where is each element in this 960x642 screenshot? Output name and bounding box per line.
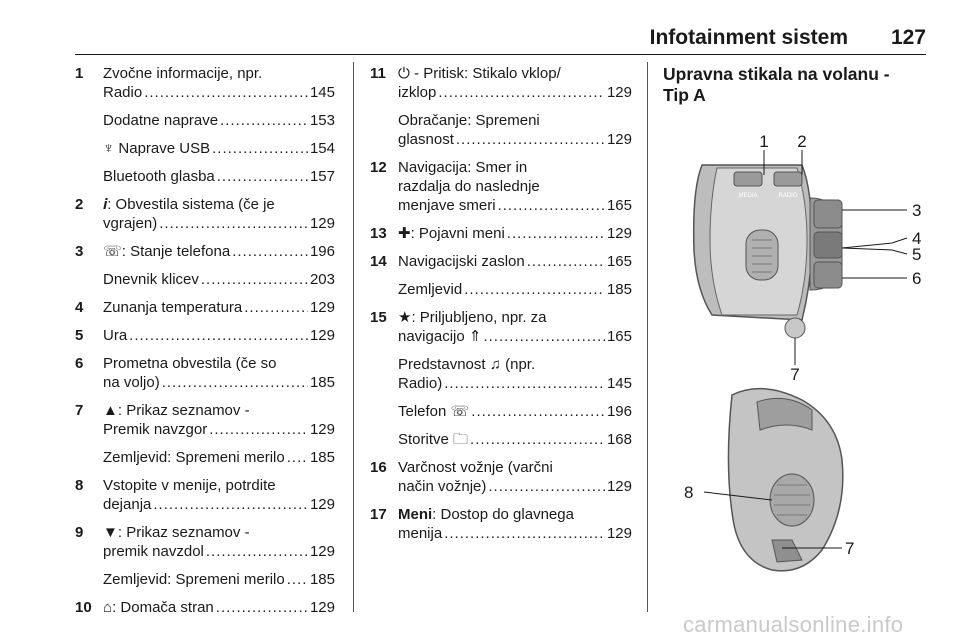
page-title: Infotainment sistem <box>649 26 848 49</box>
legend-text: vgrajen) <box>103 215 158 232</box>
legend-entry <box>75 354 335 392</box>
legend-text: : Dostop do glavnega <box>432 506 574 523</box>
column-divider-1 <box>353 62 354 612</box>
legend-text: navigacijo ⇑ <box>398 328 482 345</box>
page-reference: 129 <box>309 496 335 513</box>
page-reference: 185 <box>606 281 632 298</box>
page-reference: 203 <box>309 271 335 288</box>
legend-text: na voljo) <box>103 374 160 391</box>
legend-number: 4 <box>75 299 84 316</box>
control-unit-lower <box>728 389 842 571</box>
legend-line <box>398 158 632 177</box>
legend-line <box>398 374 632 393</box>
legend-text: Zemljevid: Spremeni merilo <box>103 449 285 466</box>
legend-line <box>103 523 335 542</box>
leader-dots <box>217 167 308 186</box>
legend-text: dejanja <box>103 496 152 513</box>
legend-entry <box>75 401 335 439</box>
legend-entry <box>75 476 335 514</box>
legend-entry <box>75 167 335 186</box>
legend-line <box>398 327 632 346</box>
legend-entry <box>370 355 632 393</box>
legend-number: 3 <box>75 243 84 260</box>
legend-number: 2 <box>75 196 84 213</box>
legend-entry <box>75 326 335 345</box>
leader-dots <box>153 495 308 514</box>
leader-dots <box>471 402 605 421</box>
callout-1: 1 <box>759 132 769 151</box>
page-reference: 185 <box>309 374 335 391</box>
legend-text: Ura <box>103 327 128 344</box>
legend-text: : Obvestila sistema (če je <box>107 196 275 213</box>
vol-down-button <box>814 262 842 288</box>
page-reference: 129 <box>309 327 335 344</box>
legend-line <box>103 476 335 495</box>
legend-symbol-icon: ★ <box>398 309 412 326</box>
leader-dots <box>144 83 308 102</box>
legend-line <box>103 542 335 561</box>
legend-text: Radio) <box>398 375 443 392</box>
legend-text: razdalja do naslednje <box>398 178 540 195</box>
lower-thumb-button <box>785 318 805 338</box>
legend-text: Dnevnik klicev <box>103 271 199 288</box>
legend-line <box>398 252 632 271</box>
page-reference: 129 <box>309 215 335 232</box>
legend-text: glasnost <box>398 131 454 148</box>
legend-line <box>398 505 632 524</box>
legend-symbol-icon: ♆ <box>103 140 115 157</box>
legend-entry <box>75 64 335 102</box>
legend-entry <box>75 570 335 589</box>
column-divider-2 <box>647 62 648 612</box>
legend-number: 12 <box>370 159 387 176</box>
legend-line <box>103 64 335 83</box>
legend-line <box>103 326 335 345</box>
legend-text: Varčnost vožnje (varčni <box>398 459 553 476</box>
page-reference: 185 <box>309 571 335 588</box>
steering-controls-figure <box>662 130 926 580</box>
legend-line <box>103 214 335 233</box>
legend-entry <box>75 598 335 617</box>
page-reference: 154 <box>309 140 335 157</box>
legend-text: Obračanje: Spremeni <box>398 112 540 129</box>
page-reference: 165 <box>606 253 632 270</box>
legend-entry <box>75 523 335 561</box>
leader-dots <box>162 373 308 392</box>
legend-line <box>398 280 632 299</box>
legend-number: 17 <box>370 506 387 523</box>
leader-dots <box>498 196 605 215</box>
legend-entry <box>370 158 632 215</box>
callout-8: 8 <box>684 483 694 502</box>
legend-line <box>398 458 632 477</box>
leader-dots <box>216 598 308 617</box>
legend-number: 14 <box>370 253 387 270</box>
legend-text: : Stanje telefona <box>121 243 231 260</box>
legend-text: Naprave USB <box>114 140 211 157</box>
leader-dots <box>201 270 308 289</box>
leader-dots <box>129 326 308 345</box>
leader-dots <box>212 139 308 158</box>
legend-text: Navigacija: Smer in <box>398 159 528 176</box>
page-reference: 157 <box>309 168 335 185</box>
page-reference: 129 <box>309 299 335 316</box>
voice-button <box>814 232 842 258</box>
legend-line <box>103 195 335 214</box>
legend-line <box>398 64 632 83</box>
legend-text: Predstavnost ♫ (npr. <box>398 356 536 373</box>
legend-line <box>398 83 632 102</box>
legend-line <box>398 111 632 130</box>
page-reference: 129 <box>309 543 335 560</box>
section-title <box>663 64 890 106</box>
legend-line <box>398 430 632 449</box>
legend-line <box>103 448 335 467</box>
legend-line <box>398 477 632 496</box>
legend-entry <box>370 458 632 496</box>
page-reference: 153 <box>309 112 335 129</box>
page-reference: 196 <box>606 403 632 420</box>
vol-up-button <box>814 200 842 228</box>
legend-entry <box>370 430 632 449</box>
page-reference: 129 <box>606 478 632 495</box>
legend-line <box>398 402 632 421</box>
watermark: carmanualsonline.info <box>683 612 904 637</box>
legend-line <box>398 177 632 196</box>
legend-number: 15 <box>370 309 387 326</box>
page-reference: 129 <box>309 421 335 438</box>
callout-2: 2 <box>797 132 807 151</box>
leader-dots <box>456 130 605 149</box>
page-reference: 129 <box>606 84 632 101</box>
legend-column-2 <box>370 64 632 552</box>
callout-4: 4 <box>912 229 922 248</box>
page-reference: 129 <box>606 131 632 148</box>
legend-entry <box>75 111 335 130</box>
legend-line <box>103 270 335 289</box>
legend-text: Premik navzgor <box>103 421 208 438</box>
page-reference: 196 <box>309 243 335 260</box>
legend-line <box>103 83 335 102</box>
legend-number: 8 <box>75 477 84 494</box>
legend-line <box>103 570 335 589</box>
legend-entry <box>370 308 632 346</box>
legend-text: Dodatne naprave <box>103 112 219 129</box>
radio-button <box>774 172 802 186</box>
legend-line <box>398 524 632 543</box>
page-reference: 145 <box>606 375 632 392</box>
leader-dots <box>488 477 605 496</box>
legend-line <box>103 354 335 373</box>
leader-dots <box>159 214 308 233</box>
legend-entry <box>75 298 335 317</box>
media-button-label: MEDIA <box>738 193 758 199</box>
legend-text: Zemljevid: Spremeni merilo <box>103 571 285 588</box>
legend-entry <box>370 64 632 102</box>
legend-text: Telefon ☏ <box>398 403 470 420</box>
leader-dots <box>232 242 308 261</box>
leader-dots <box>470 430 605 449</box>
radio-button-label: RADIO <box>778 193 798 199</box>
page-header <box>75 26 926 56</box>
legend-entry <box>75 270 335 289</box>
legend-text: Vstopite v menije, potrdite <box>103 477 276 494</box>
legend-line <box>103 598 335 617</box>
leader-dots <box>444 374 605 393</box>
legend-entry <box>370 402 632 421</box>
legend-text: : Pojavni meni <box>410 225 505 242</box>
page-reference: 165 <box>606 197 632 214</box>
callout-6: 6 <box>912 269 922 288</box>
legend-number: 11 <box>370 65 386 82</box>
page-reference: 129 <box>606 525 632 542</box>
legend-text: Bluetooth glasba <box>103 168 215 185</box>
leader-dots <box>206 542 308 561</box>
legend-symbol-icon: ▼ <box>103 524 118 541</box>
legend-column-1 <box>75 64 335 626</box>
legend-text: Zunanja temperatura <box>103 299 243 316</box>
legend-number: 16 <box>370 459 387 476</box>
leader-dots <box>483 327 605 346</box>
leader-dots <box>507 224 605 243</box>
page-reference: 165 <box>606 328 632 345</box>
legend-number: 7 <box>75 402 84 419</box>
leader-dots <box>244 298 308 317</box>
legend-text: premik navzdol <box>103 543 204 560</box>
legend-line <box>103 242 335 261</box>
page-reference: 145 <box>309 84 335 101</box>
legend-line <box>398 196 632 215</box>
legend-text: Storitve 🗀 <box>398 431 469 448</box>
media-button <box>734 172 762 186</box>
legend-line <box>103 139 335 158</box>
legend-number: 1 <box>75 65 84 82</box>
page-reference: 129 <box>606 225 632 242</box>
legend-line <box>103 298 335 317</box>
legend-text: : Prikaz seznamov - <box>117 402 250 419</box>
legend-entry <box>75 242 335 261</box>
legend-symbol-icon: 𝒊 <box>103 196 108 213</box>
legend-line <box>398 355 632 374</box>
legend-text: Navigacijski zaslon <box>398 253 525 270</box>
callout-7a: 7 <box>790 365 800 384</box>
legend-line <box>103 111 335 130</box>
legend-entry <box>370 505 632 543</box>
legend-symbol-icon: ☏ <box>103 243 122 260</box>
legend-text: Zemljevid <box>398 281 463 298</box>
legend-entry <box>370 252 632 271</box>
legend-symbol-icon: ✚ <box>398 225 411 242</box>
legend-text: : Domača stran <box>112 599 214 616</box>
legend-entry <box>370 224 632 243</box>
leader-dots <box>220 111 308 130</box>
legend-number: 5 <box>75 327 84 344</box>
legend-text: menija <box>398 525 443 542</box>
thumbwheel <box>770 474 814 526</box>
legend-text: način vožnje) <box>398 478 487 495</box>
page-reference: 168 <box>606 431 632 448</box>
legend-line <box>103 495 335 514</box>
section-title-line-1: Upravna stikala na volanu - <box>663 64 890 84</box>
legend-text: menjave smeri <box>398 197 496 214</box>
page-reference: 129 <box>309 599 335 616</box>
legend-number: 9 <box>75 524 84 541</box>
callout-7b: 7 <box>845 539 855 558</box>
leader-dots <box>287 448 308 467</box>
legend-text: Radio <box>103 84 143 101</box>
section-title-line-2: Tip A <box>663 85 706 105</box>
legend-entry <box>370 280 632 299</box>
page-number: 127 <box>890 26 926 49</box>
leader-dots <box>527 252 605 271</box>
header-rule <box>75 54 926 55</box>
legend-entry <box>370 111 632 149</box>
legend-text: - Pritisk: Stikalo vklop/ <box>409 65 561 82</box>
legend-text: : Priljubljeno, npr. za <box>411 309 547 326</box>
leader-dots <box>287 570 308 589</box>
legend-text: Prometna obvestila (če so <box>103 355 277 372</box>
legend-text: Zvočne informacije, npr. <box>103 65 263 82</box>
callout-5: 5 <box>912 245 922 264</box>
legend-symbol-icon: ⌂ <box>103 599 113 616</box>
legend-line <box>398 224 632 243</box>
legend-text: : Prikaz seznamov - <box>117 524 250 541</box>
leader-dots <box>444 524 605 543</box>
legend-line <box>398 130 632 149</box>
legend-text: izklop <box>398 84 437 101</box>
leader-dots <box>438 83 605 102</box>
legend-line <box>103 167 335 186</box>
legend-number: 6 <box>75 355 84 372</box>
legend-symbol-icon: ⏻ <box>398 65 410 82</box>
legend-entry <box>75 195 335 233</box>
legend-number: 10 <box>75 599 92 616</box>
legend-line <box>103 420 335 439</box>
page-reference: 185 <box>309 449 335 466</box>
control-unit-upper <box>694 165 842 338</box>
legend-number: 13 <box>370 225 387 242</box>
callout-3: 3 <box>912 201 922 220</box>
legend-line <box>103 373 335 392</box>
legend-bold-term: Meni <box>398 506 433 523</box>
legend-entry <box>75 448 335 467</box>
leader-dots <box>464 280 605 299</box>
leader-dots <box>209 420 308 439</box>
legend-line <box>103 401 335 420</box>
legend-symbol-icon: ▲ <box>103 402 118 419</box>
legend-line <box>398 308 632 327</box>
legend-entry <box>75 139 335 158</box>
